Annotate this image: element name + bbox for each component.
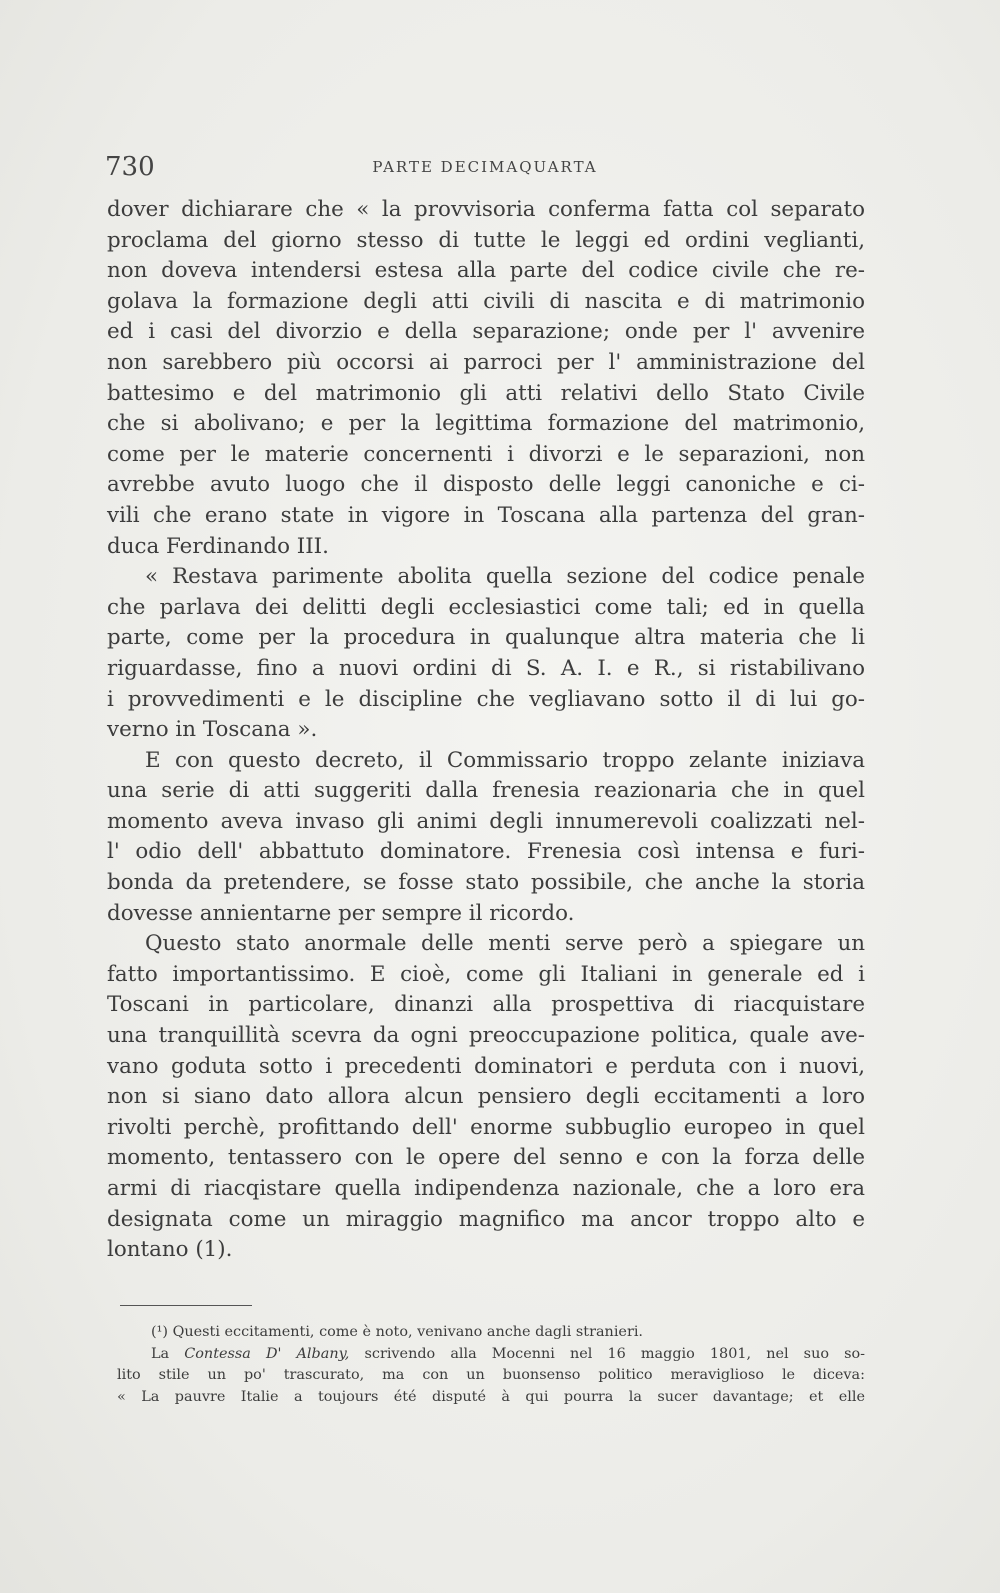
text-line: rivolti perchè, profittando dell' enorme subbuglio europeo in quel	[107, 1114, 865, 1140]
text-line: non sarebbero più occorsi ai parroci per l' amministrazione del	[107, 349, 865, 375]
main-text	[107, 195, 865, 1266]
text-line-content: lontano	[107, 1237, 189, 1263]
page-header	[105, 152, 865, 192]
text-line: battesimo e del matrimonio gli atti relativi dello Stato Civile	[107, 380, 865, 406]
footnote-1: (¹) Questi eccitamenti, come è noto, venivano anche dagli stranieri.	[151, 1324, 643, 1340]
text-line: proclama del giorno stesso di tutte le leggi ed ordini veglianti,	[107, 227, 865, 253]
text-line: vano goduta sotto i precedenti dominatori e perduta con i nuovi,	[107, 1053, 865, 1079]
text-line	[107, 1235, 865, 1266]
text-line: armi di riacqistare quella indipendenza nazionale, che a loro era	[107, 1176, 865, 1201]
text-line: « Restava parimente abolita quella sezione del codice penale	[145, 564, 865, 590]
text-line: E con questo decreto, il Commissario troppo zelante iniziava	[145, 747, 865, 773]
text-line: parte, come per la procedura in qualunque altra materia che li	[107, 625, 865, 651]
footnote-text-line: « La pauvre Italie a toujours été disputé à qui pourra la sucer davantage; et elle	[117, 1388, 865, 1405]
footnote-text-line: La Contessa D' Albany, scrivendo alla Mocenni nel 16 maggio 1801, nel suo so-	[151, 1345, 866, 1362]
page-number: 730	[105, 152, 155, 182]
text-line: non doveva intendersi estesa alla parte del codice civile che re-	[107, 258, 865, 284]
text-line: bonda da pretendere, se fosse stato possibile, che anche la storia	[107, 870, 865, 896]
cited-work: Contessa D' Albany,	[184, 1345, 350, 1362]
paragraph	[107, 746, 865, 930]
text-line: momento aveva invaso gli animi degli innumerevoli coalizzati nel-	[107, 808, 865, 834]
text-line: Toscani in particolare, dinanzi alla prospettiva di riacquistare	[107, 992, 865, 1018]
text-line: l' odio dell' abbattuto dominatore. Frenesia così intensa e furi-	[107, 839, 865, 865]
text-line: vili che erano state in vigore in Toscana alla partenza del gran-	[107, 502, 865, 528]
text-line: come per le materie concernenti i divorzi e le separazioni, non	[107, 441, 865, 467]
text-line: una serie di atti suggeriti dalla frenesia reazionaria che in quel	[107, 778, 865, 804]
footnote-divider	[120, 1305, 252, 1306]
text-line: riguardasse, fino a nuovi ordini di S. A. I. e R., si ristabilivano	[107, 655, 865, 681]
text-line: verno in Toscana ».	[107, 717, 318, 743]
text-line: duca Ferdinando III.	[107, 533, 329, 559]
footnote-reference[interactable]: (1).	[195, 1237, 233, 1263]
paragraph	[107, 195, 865, 562]
text-line: Questo stato anormale delle menti serve però a spiegare un	[145, 931, 865, 957]
text-line: che parlava dei delitti degli ecclesiastici come tali; ed in quella	[107, 594, 865, 620]
text-line: ed i casi del divorzio e della separazione; onde per l' avvenire	[107, 319, 865, 345]
text-line: che si abolivano; e per la legittima formazione del matrimonio,	[107, 411, 865, 437]
text-line: fatto importantissimo. E cioè, come gli Italiani in generale ed i	[107, 961, 865, 987]
paragraph	[107, 929, 865, 1266]
text-line: non si siano dato allora alcun pensiero degli eccitamenti a loro	[107, 1084, 865, 1110]
text-line: designata come un miraggio magnifico ma ancor troppo alto e	[107, 1206, 865, 1232]
text-line: golava la formazione degli atti civili di nascita e di matrimonio	[107, 288, 865, 314]
running-head: PARTE DECIMAQUARTA	[372, 158, 598, 176]
text-line: i provvedimenti e le discipline che vegliavano sotto il di lui go-	[107, 686, 865, 712]
footnote-text-line: lito stile un po' trascurato, ma con un buonsenso politico meraviglioso le diceva:	[117, 1367, 865, 1383]
text-line: dovesse annientarne per sempre il ricordo.	[107, 900, 575, 926]
text-line: avrebbe avuto luogo che il disposto delle leggi canoniche e ci-	[107, 472, 865, 498]
footnotes	[117, 1322, 865, 1408]
text-line: una tranquillità scevra da ogni preoccupazione politica, quale ave-	[107, 1023, 865, 1049]
paragraph	[107, 562, 865, 746]
text-line: dover dichiarare che « la provvisoria conferma fatta col separato	[107, 197, 865, 222]
text-line: momento, tentassero con le opere del senno e con la forza delle	[107, 1145, 865, 1171]
